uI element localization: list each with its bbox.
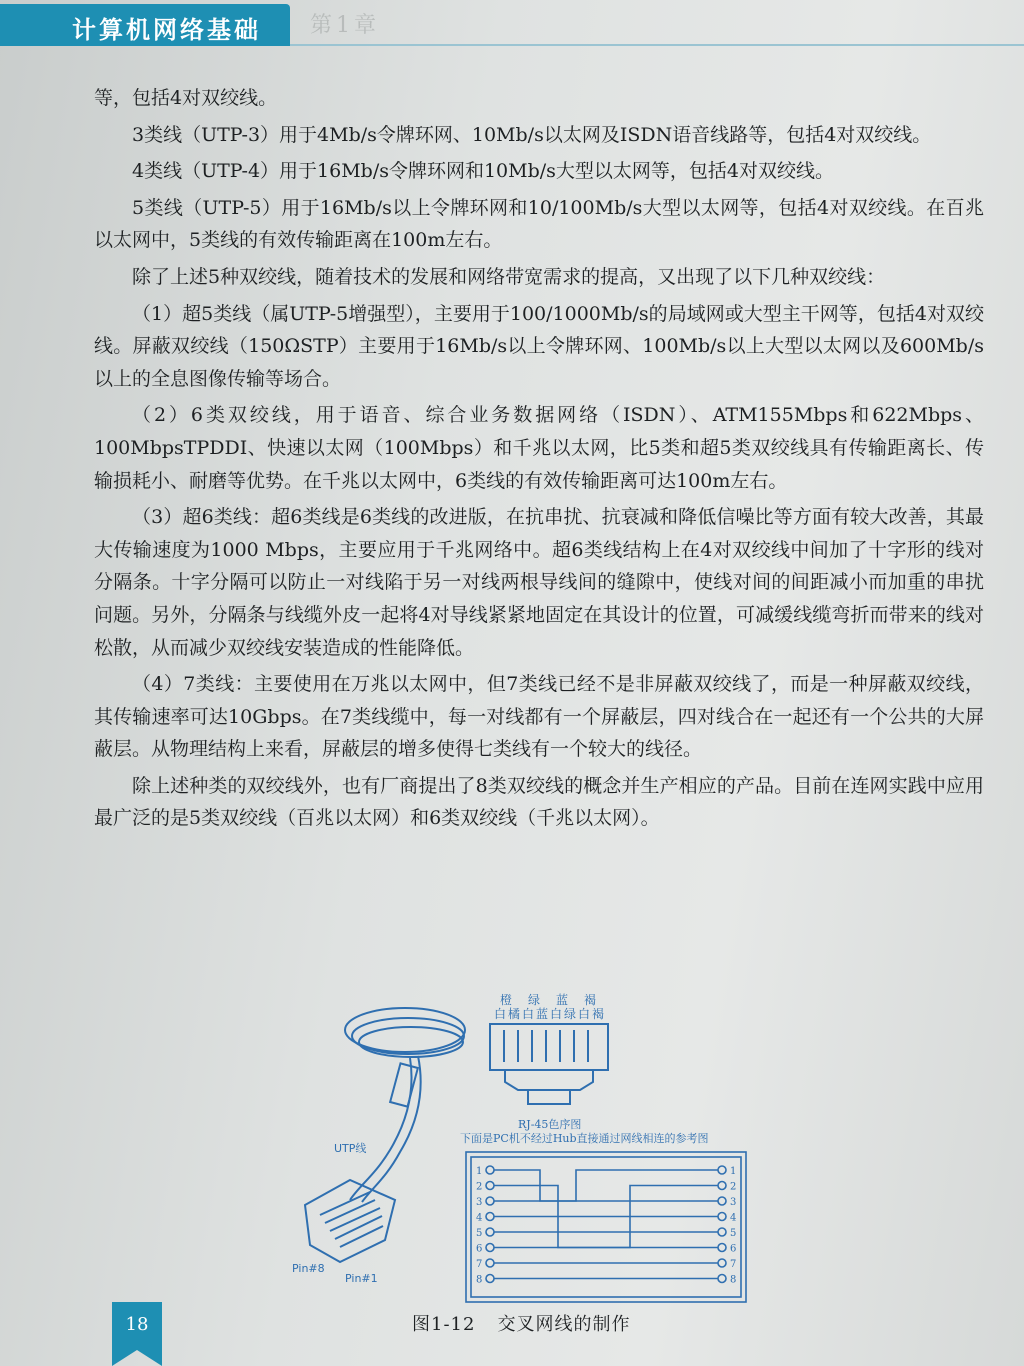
color-top-brown: 褐 — [584, 993, 597, 1007]
wiring-title: 下面是PC机不经过Hub直接通过网线相连的参考图 — [460, 1132, 709, 1145]
color-bottom-2: 橘 — [508, 1007, 521, 1021]
rj45-label: RJ-45色序图 — [518, 1118, 582, 1131]
page-header — [0, 0, 1024, 52]
figure-caption — [412, 1310, 630, 1336]
pin8-label: Pin#8 — [292, 1262, 325, 1275]
body-paragraph: 除上述种类的双绞线外，也有厂商提出了8类双绞线的概念并生产相应的产品。目前在连网实践中应用最广泛的是5类双绞线（百兆以太网）和6类双绞线（千兆以太网）。 — [94, 774, 984, 830]
figure-crossover-cable — [290, 990, 790, 1310]
right-pin-terminal — [718, 1275, 726, 1283]
body-paragraph: 5类线（UTP-5）用于16Mb/s以上令牌环网和10/100Mb/s大型以太网等，包括4对双绞线。在百兆以太网中，5类线的有效传输距离在100m左右。 — [94, 196, 984, 252]
color-bottom-4: 蓝 — [536, 1007, 549, 1021]
body-paragraph: （4）7类线：主要使用在万兆以太网中，但7类线已经不是非屏蔽双绞线了，而是一种屏蔽双绞线，其传输速率可达10Gbps。在7类线缆中，每一对线都有一个屏蔽层，四对线合在一起还有一个公共的大屏蔽层。从物理结构上来看，屏蔽层的增多使得七类线有一个较大的线径。 — [94, 673, 984, 761]
right-pin-terminal — [718, 1197, 726, 1205]
color-bottom-6: 绿 — [564, 1007, 577, 1021]
color-top-green: 绿 — [528, 993, 541, 1007]
crossover-cable-diagram — [290, 990, 790, 1310]
left-pin-label: 8 — [476, 1274, 483, 1286]
left-pin-label: 4 — [476, 1212, 483, 1224]
color-bottom-1: 白 — [494, 1007, 507, 1021]
body-paragraph: （2）6类双绞线，用于语音、综合业务数据网络（ISDN）、ATM155Mbps和622Mbps、100MbpsTPDDI、快速以太网（100Mbps）和千兆以太网，比5类和超5类双绞线具有传输距离长、传输损耗小、耐磨等优势。在千兆以太网中，6类线的有效传输距离可达100m左右。 — [94, 404, 984, 492]
right-pin-terminal — [718, 1213, 726, 1221]
left-pin-terminal — [486, 1244, 494, 1252]
header-rule — [290, 44, 1024, 46]
left-pin-label: 7 — [476, 1259, 483, 1270]
left-pin-label: 1 — [476, 1166, 483, 1177]
right-pin-terminal — [718, 1244, 726, 1252]
right-pin-label: 1 — [730, 1166, 737, 1177]
color-bottom-7: 白 — [578, 1007, 591, 1021]
cable-coil-illustration — [345, 1008, 465, 1202]
figure-caption-number: 图1-12 — [412, 1314, 476, 1335]
right-pin-label: 7 — [730, 1259, 737, 1270]
right-pin-label: 6 — [730, 1243, 737, 1255]
color-bottom-5: 白 — [550, 1007, 563, 1021]
left-pin-terminal — [486, 1228, 494, 1236]
body-paragraph: 等，包括4对双绞线。 — [94, 87, 278, 109]
right-pin-label: 5 — [730, 1228, 737, 1239]
body-paragraph: （3）超6类线：超6类线是6类线的改进版，在抗串扰、抗衰减和降低信噪比等方面有较大改善，其最大传输速度为1000 Mbps，主要应用于千兆网络中。超6类线结构上在4对双绞线中间加了十字形的线对分隔条。十字分隔可以防止一对线陷于另一对线两根导线间的缝隙中，使线对间的间距减小而加重的串扰问题。另外，分隔条与线缆外皮一起将4对导线紧紧地固定在其设计的位置，可减缓线缆弯折而带来的线对松散，从而减少双绞线安装造成的性能降低。 — [94, 506, 984, 659]
left-pin-terminal — [486, 1166, 494, 1174]
page-number: 18 — [125, 1314, 149, 1335]
color-top-blue: 蓝 — [556, 993, 569, 1007]
right-pin-label: 3 — [730, 1197, 737, 1208]
pin1-label: Pin#1 — [345, 1272, 378, 1285]
utp-label: UTP线 — [334, 1142, 367, 1155]
body-paragraph: 除了上述5种双绞线，随着技术的发展和网络带宽需求的提高，又出现了以下几种双绞线： — [132, 265, 886, 288]
right-pin-label: 4 — [730, 1212, 737, 1224]
left-pin-terminal — [486, 1259, 494, 1267]
color-bottom-3: 白 — [522, 1007, 535, 1021]
left-pin-label: 6 — [476, 1243, 483, 1255]
right-pin-terminal — [718, 1228, 726, 1236]
left-pin-terminal — [486, 1275, 494, 1283]
right-pin-label: 2 — [730, 1181, 737, 1193]
crossover-wiring-diagram — [466, 1152, 746, 1302]
body-paragraph: 3类线（UTP-3）用于4Mb/s令牌环网、10Mb/s以太网及ISDN语音线路等，包括4对双绞线。 — [132, 123, 932, 146]
chapter-watermark: 第1章 — [310, 13, 380, 38]
left-pin-terminal — [486, 1182, 494, 1190]
left-pin-label: 5 — [476, 1228, 483, 1239]
rj45-plug-illustration — [305, 1180, 395, 1262]
body-paragraph: 4类线（UTP-4）用于16Mb/s令牌环网和10Mb/s大型以太网等，包括4对双绞线。 — [132, 160, 835, 183]
body-paragraph: （1）超5类线（属UTP-5增强型），主要用于100/1000Mb/s的局域网或大型主干网等，包括4对双绞线。屏蔽双绞线（150ΩSTP）主要用于16Mb/s以上令牌环网、100Mb/s以上大型以太网以及600Mb/s以上的全息图像传输等场合。 — [94, 302, 984, 390]
left-pin-label: 2 — [476, 1181, 483, 1193]
page-number-tab — [112, 1302, 162, 1366]
right-pin-terminal — [718, 1182, 726, 1190]
rj45-color-order — [490, 992, 608, 1131]
left-pin-label: 3 — [476, 1197, 483, 1208]
left-pin-terminal — [486, 1197, 494, 1205]
book-title: 计算机网络基础 — [72, 16, 261, 44]
header-title-tab — [0, 4, 290, 46]
right-pin-terminal — [718, 1166, 726, 1174]
right-pin-terminal — [718, 1259, 726, 1267]
body-text — [94, 82, 984, 839]
left-pin-terminal — [486, 1213, 494, 1221]
figure-caption-text: 交叉网线的制作 — [497, 1314, 631, 1335]
color-bottom-8: 褐 — [592, 1007, 605, 1021]
rj45-socket-drawing — [490, 1024, 608, 1104]
right-pin-label: 8 — [730, 1274, 737, 1286]
color-top-orange: 橙 — [500, 993, 513, 1007]
